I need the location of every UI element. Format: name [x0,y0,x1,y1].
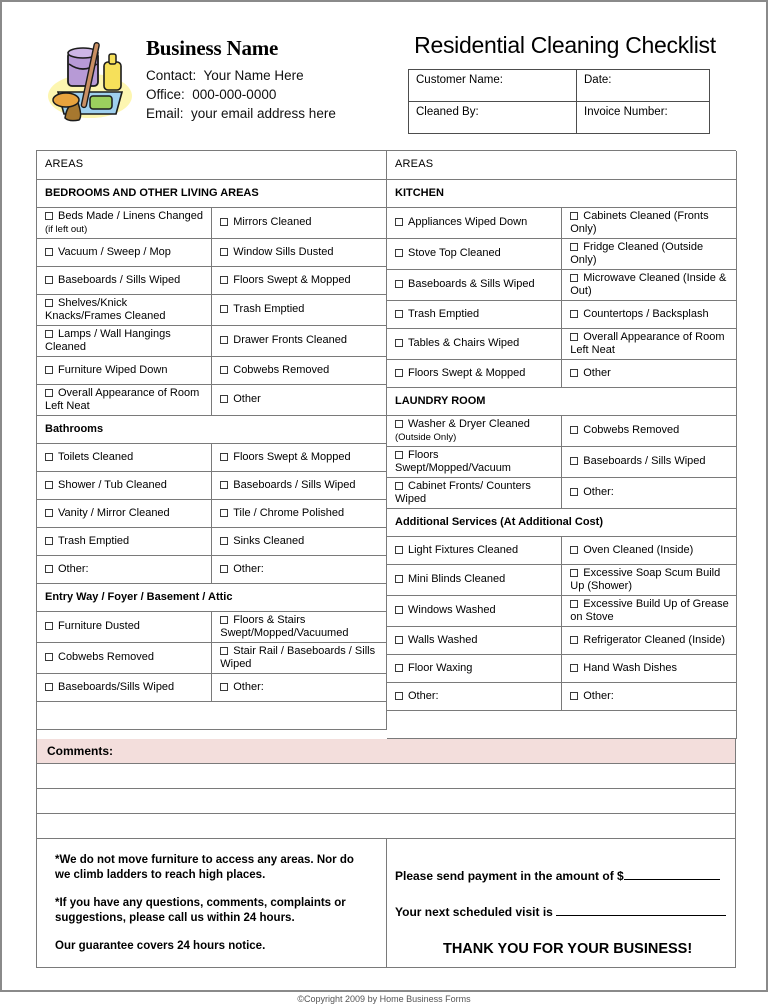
checkbox[interactable] [395,369,403,377]
checkbox[interactable] [570,488,578,496]
right-column-table [387,151,737,739]
checklist-cell[interactable] [37,673,212,701]
policy-note-3: Our guarantee covers 24 hours notice. [55,939,266,952]
checklist-cell[interactable] [562,415,737,446]
checklist-cell[interactable] [212,238,387,266]
checklist-item-label: Tile / Chrome Polished [233,506,345,519]
checklist-item-label: Baseboards / Sills Wiped [583,455,706,467]
comments-label: Comments: [37,739,735,764]
checkbox[interactable] [220,395,228,403]
copyright-notice: ©Copyright 2009 by Home Business Forms [297,993,471,1004]
checklist-cell[interactable] [212,266,387,294]
checklist-cell[interactable] [387,446,562,477]
section-header: Entry Way / Foyer / Basement / Attic [37,583,387,611]
checklist-item-label: Trash Emptied [58,534,130,547]
table-row [387,269,737,300]
checkbox[interactable] [570,457,578,465]
checkbox[interactable] [45,509,53,517]
checklist-item-label: Cabinet Fronts/ Counters Wiped [395,479,531,505]
policy-note-1: *We do not move furniture to access any areas. Nor do we climb ladders to reach high places. [55,853,354,881]
table-row [409,70,710,102]
table-row [387,564,737,595]
comments-line-3[interactable] [37,814,735,839]
checklist-cell[interactable] [37,325,212,356]
table-row [37,415,387,443]
checklist-item-label: Countertops / Backsplash [583,307,709,320]
checkbox[interactable] [395,451,403,459]
checklist-cell[interactable] [212,356,387,384]
checklist-item-label: Windows Washed [408,604,496,616]
checklist-item-label: Tables & Chairs Wiped [408,337,520,349]
checkbox[interactable] [45,683,53,691]
checklist-item-label: Stair Rail / Baseboards / Sills Wiped [220,644,376,670]
table-row [37,499,387,527]
checklist-item-label: Other: [233,680,264,693]
checklist-cell[interactable] [37,207,212,238]
payment-amount-blank[interactable] [624,879,720,880]
checklist-item-label: Walls Washed [408,633,478,646]
checklist-cell[interactable] [562,446,737,477]
table-row [37,701,387,729]
table-row [387,179,737,207]
checkbox[interactable] [570,546,578,554]
checkbox[interactable] [220,537,228,545]
checkbox[interactable] [570,310,578,318]
checklist-cell[interactable] [387,595,562,626]
checkbox[interactable] [395,664,403,672]
table-row [387,300,737,328]
checkbox[interactable] [45,481,53,489]
table-row [387,595,737,626]
checklist-cell[interactable] [212,471,387,499]
left-column [37,151,387,739]
checklist-item-label: Baseboards / Sills Wiped [233,478,356,491]
section-header: LAUNDRY ROOM [387,387,737,415]
checklist-item-label: Microwave Cleaned (Inside & Out) [570,271,727,297]
checkbox[interactable] [45,453,53,461]
table-row [37,266,387,294]
table-row [37,555,387,583]
checkbox[interactable] [395,218,403,226]
table-row [387,446,737,477]
table-row [387,415,737,446]
checklist-cell[interactable] [212,384,387,415]
checklist-item-label: Washer & Dryer Cleaned [408,417,530,430]
checklist-item-label: Shelves/Knick Knacks/Frames Cleaned [45,296,166,322]
checkbox[interactable] [395,636,403,644]
table-row [387,151,737,179]
checklist-cell[interactable] [562,595,737,626]
checklist-item-label: Overall Appearance of Room Left Neat [45,386,200,412]
checkbox[interactable] [570,274,578,282]
checklist-cell[interactable] [562,359,737,387]
checklist-cell[interactable] [387,564,562,595]
checkbox[interactable] [570,600,578,608]
checklist-item-label: Floor Waxing [408,661,473,674]
checklist-item-label: Excessive Soap Scum Build Up (Shower) [570,566,721,592]
checkbox[interactable] [395,482,403,490]
table-row [409,102,710,134]
checkbox[interactable] [570,692,578,700]
table-row [37,443,387,471]
checkbox[interactable] [395,249,403,257]
checklist-item-label: Drawer Fronts Cleaned [233,334,347,346]
spacer-row [37,701,387,729]
checklist-cell[interactable] [37,527,212,555]
checklist-item-label: Vacuum / Sweep / Mop [58,245,171,258]
section-header: BEDROOMS AND OTHER LIVING AREAS [37,179,387,207]
date-field[interactable]: Date: [577,70,710,102]
checklist-item-label: Refrigerator Cleaned (Inside) [583,633,726,646]
table-row [387,626,737,654]
checklist-item-note: (if left out) [45,223,88,235]
table-row [387,359,737,387]
table-row [387,207,737,238]
checkbox[interactable] [395,310,403,318]
table-row [37,583,387,611]
customer-info-table [408,69,710,134]
checklist-cell[interactable] [37,499,212,527]
checklist-item-label: Excessive Build Up of Grease on Stove [570,597,729,623]
checklist-item-label: Other: [583,486,614,498]
checklist-item-label: Shower / Tub Cleaned [58,478,167,491]
payment-amount-label: Please send payment in the amount of $ [395,868,624,883]
checklist-item-label: Mirrors Cleaned [233,216,312,228]
checkbox[interactable] [570,636,578,644]
checkbox[interactable] [220,336,228,344]
table-row [37,356,387,384]
checkbox[interactable] [45,653,53,661]
checkbox[interactable] [45,565,53,573]
checklist-cell[interactable] [37,356,212,384]
checklist-item-label: Sinks Cleaned [233,534,305,547]
payment-amount-line [395,869,726,883]
checklist-cell[interactable] [212,673,387,701]
table-row [37,238,387,266]
checklist-item-label: Fridge Cleaned (Outside Only) [570,240,704,266]
policy-notes [37,839,387,967]
checkbox[interactable] [395,339,403,347]
checklist-cell[interactable] [37,555,212,583]
areas-header: AREAS [37,151,387,179]
spacer-row [387,710,737,738]
checkbox[interactable] [45,330,53,338]
checkbox[interactable] [220,305,228,313]
checkbox[interactable] [220,276,228,284]
checkbox[interactable] [220,481,228,489]
checkbox[interactable] [570,569,578,577]
comments-line-2[interactable] [37,789,735,814]
checklist-cell[interactable] [387,269,562,300]
checklist-item-label: Toilets Cleaned [58,450,134,463]
checklist-cell[interactable] [37,384,212,415]
checklist-cell[interactable] [387,238,562,269]
checklist-item-label: Baseboards & Sills Wiped [408,278,535,290]
checkbox[interactable] [220,218,228,226]
checklist-cell[interactable] [212,443,387,471]
checkbox[interactable] [45,537,53,545]
cleaning-supplies-logo-icon [44,34,136,126]
checklist-item-label: Cobwebs Removed [58,651,154,663]
policy-note-2: *If you have any questions, comments, complaints or suggestions, please call us within 24 hours. [55,896,346,924]
checklist-cell[interactable] [212,642,387,673]
checklist-item-label: Other [583,366,611,379]
table-row [37,151,387,179]
document-header [2,2,766,150]
checklist-cell[interactable] [37,471,212,499]
checklist-cell[interactable] [387,477,562,508]
checklist-item-label: Beds Made / Linens Changed [58,209,203,222]
checkbox[interactable] [45,248,53,256]
checklist-item-label: Other: [583,689,614,702]
checkbox[interactable] [570,243,578,251]
comments-section [36,739,736,839]
business-email: Email: your email address here [146,106,336,121]
title-block [388,24,732,134]
checklist-cell[interactable] [37,294,212,325]
checklist-cell[interactable] [212,207,387,238]
checklist-cell[interactable] [387,328,562,359]
checkbox[interactable] [570,333,578,341]
section-header: Additional Services (At Additional Cost) [387,508,737,536]
checklist-item-label: Furniture Dusted [58,620,140,632]
table-row [37,179,387,207]
checklist-cell[interactable] [562,536,737,564]
checklist-cell[interactable] [37,642,212,673]
checklist-cell[interactable] [212,499,387,527]
left-column-table [37,151,387,730]
checklist-item-label: Floors Swept & Mopped [233,450,351,463]
business-contact: Contact: Your Name Here [146,68,304,83]
checklist-cell[interactable] [387,415,562,446]
checklist-cell[interactable] [387,626,562,654]
thank-you-message: THANK YOU FOR YOUR BUSINESS! [442,940,693,957]
table-row [387,654,737,682]
checklist-item-label: Window Sills Dusted [233,245,334,258]
checkbox[interactable] [220,509,228,517]
checklist-item-label: Hand Wash Dishes [583,661,677,674]
checkbox[interactable] [220,647,228,655]
checklist-cell[interactable] [562,477,737,508]
invoice-number-field[interactable]: Invoice Number: [577,102,710,134]
checkbox[interactable] [570,212,578,220]
checklist-cell[interactable] [37,611,212,642]
checklist-item-label: Baseboards / Sills Wiped [58,273,181,286]
checkbox[interactable] [220,616,228,624]
checklist-item-label: Cabinets Cleaned (Fronts Only) [570,209,709,235]
checkbox[interactable] [395,546,403,554]
table-row [387,682,737,710]
checkbox[interactable] [395,575,403,583]
checklist-cell[interactable] [562,207,737,238]
checklist-item-label: Baseboards/Sills Wiped [58,680,175,693]
checklist-item-label: Cobwebs Removed [233,363,330,376]
section-header: KITCHEN [387,179,737,207]
checkbox[interactable] [220,453,228,461]
checklist-cell[interactable] [387,359,562,387]
checkbox[interactable] [220,248,228,256]
checklist-cell[interactable] [212,294,387,325]
checkbox[interactable] [45,299,53,307]
checkbox[interactable] [45,276,53,284]
checklist-cell[interactable] [212,555,387,583]
checklist-item-note: (Outside Only) [395,431,457,443]
table-row [37,294,387,325]
areas-header: AREAS [387,151,737,179]
checklist-cell[interactable] [212,611,387,642]
checklist-item-label: Stove Top Cleaned [408,247,501,259]
checklist-cell[interactable] [562,564,737,595]
table-row [37,471,387,499]
checklist-cell[interactable] [212,527,387,555]
checklist-cell[interactable] [562,269,737,300]
customer-name-field[interactable]: Customer Name: [409,70,577,102]
checklist-item-label: Cobwebs Removed [583,424,680,436]
table-row [387,387,737,415]
table-row [387,508,737,536]
next-visit-line [395,905,726,919]
checkbox[interactable] [45,366,53,374]
checklist-item-label: Other [233,393,261,405]
checklist-item-label: Oven Cleaned (Inside) [583,543,694,556]
checklist-cell[interactable] [387,682,562,710]
checklist-cell[interactable] [562,682,737,710]
checklist-cell[interactable] [562,328,737,359]
checklist-cell[interactable] [562,654,737,682]
checkbox[interactable] [395,420,403,428]
checklist-cell[interactable] [212,325,387,356]
page-title: Residential Cleaning Checklist [414,32,716,58]
table-row [37,673,387,701]
checklist-item-label: Furniture Wiped Down [58,363,168,376]
next-visit-label: Your next scheduled visit is [395,904,553,919]
checklist-cell[interactable] [387,300,562,328]
table-row [387,536,737,564]
checklist-item-label: Floors Swept & Mopped [408,366,526,379]
checklist-item-label: Other: [408,689,439,702]
checklist-grid [2,150,766,739]
payment-notes [387,839,742,967]
checkbox[interactable] [395,280,403,288]
checklist-item-label: Lamps / Wall Hangings Cleaned [45,327,171,353]
checklist-item-label: Floors Swept & Mopped [233,273,351,286]
business-office-phone: Office: 000-000-0000 [146,87,277,102]
checklist-cell[interactable] [37,266,212,294]
checklist-item-label: Mini Blinds Cleaned [408,573,506,585]
checklist-item-label: Overall Appearance of Room Left Neat [570,330,725,356]
checklist-cell[interactable] [562,238,737,269]
checklist-item-label: Trash Emptied [408,307,480,320]
table-row [37,642,387,673]
checklist-item-label: Trash Emptied [233,303,305,315]
checkbox[interactable] [220,366,228,374]
checklist-item-label: Other: [58,562,89,575]
checklist-item-label: Vanity / Mirror Cleaned [58,506,170,519]
checklist-cell[interactable] [387,207,562,238]
checkbox[interactable] [570,664,578,672]
checklist-cell[interactable] [37,238,212,266]
next-visit-blank[interactable] [556,915,726,916]
table-row [37,207,387,238]
checkbox[interactable] [395,692,403,700]
checklist-item-label: Floors & Stairs Swept/Mopped/Vacuumed [220,613,349,639]
checklist-item-label: Light Fixtures Cleaned [408,543,519,556]
checklist-item-label: Appliances Wiped Down [408,216,528,228]
right-column [387,151,737,739]
checkbox[interactable] [45,389,53,397]
checkbox[interactable] [45,622,53,630]
checklist-cell[interactable] [37,443,212,471]
table-row [37,384,387,415]
comments-line-1[interactable] [37,764,735,789]
checklist-item-label: Floors Swept/Mopped/Vacuum [395,448,511,474]
checklist-item-label: Other: [233,562,264,575]
checkbox[interactable] [570,369,578,377]
table-row [37,527,387,555]
checklist-cell[interactable] [387,654,562,682]
checkbox[interactable] [570,426,578,434]
business-name: Business Name [146,36,279,60]
checklist-cell[interactable] [387,536,562,564]
checkbox[interactable] [395,606,403,614]
table-row [387,710,737,738]
checklist-cell[interactable] [562,626,737,654]
footer-section [36,839,736,968]
business-branding [36,24,388,126]
section-header: Bathrooms [37,415,387,443]
table-row [387,238,737,269]
table-row [37,611,387,642]
checkbox[interactable] [220,565,228,573]
table-row [37,325,387,356]
cleaned-by-field[interactable]: Cleaned By: [409,102,577,134]
checkbox[interactable] [220,683,228,691]
table-row [387,477,737,508]
table-row [387,328,737,359]
checkbox[interactable] [45,212,53,220]
checklist-cell[interactable] [562,300,737,328]
